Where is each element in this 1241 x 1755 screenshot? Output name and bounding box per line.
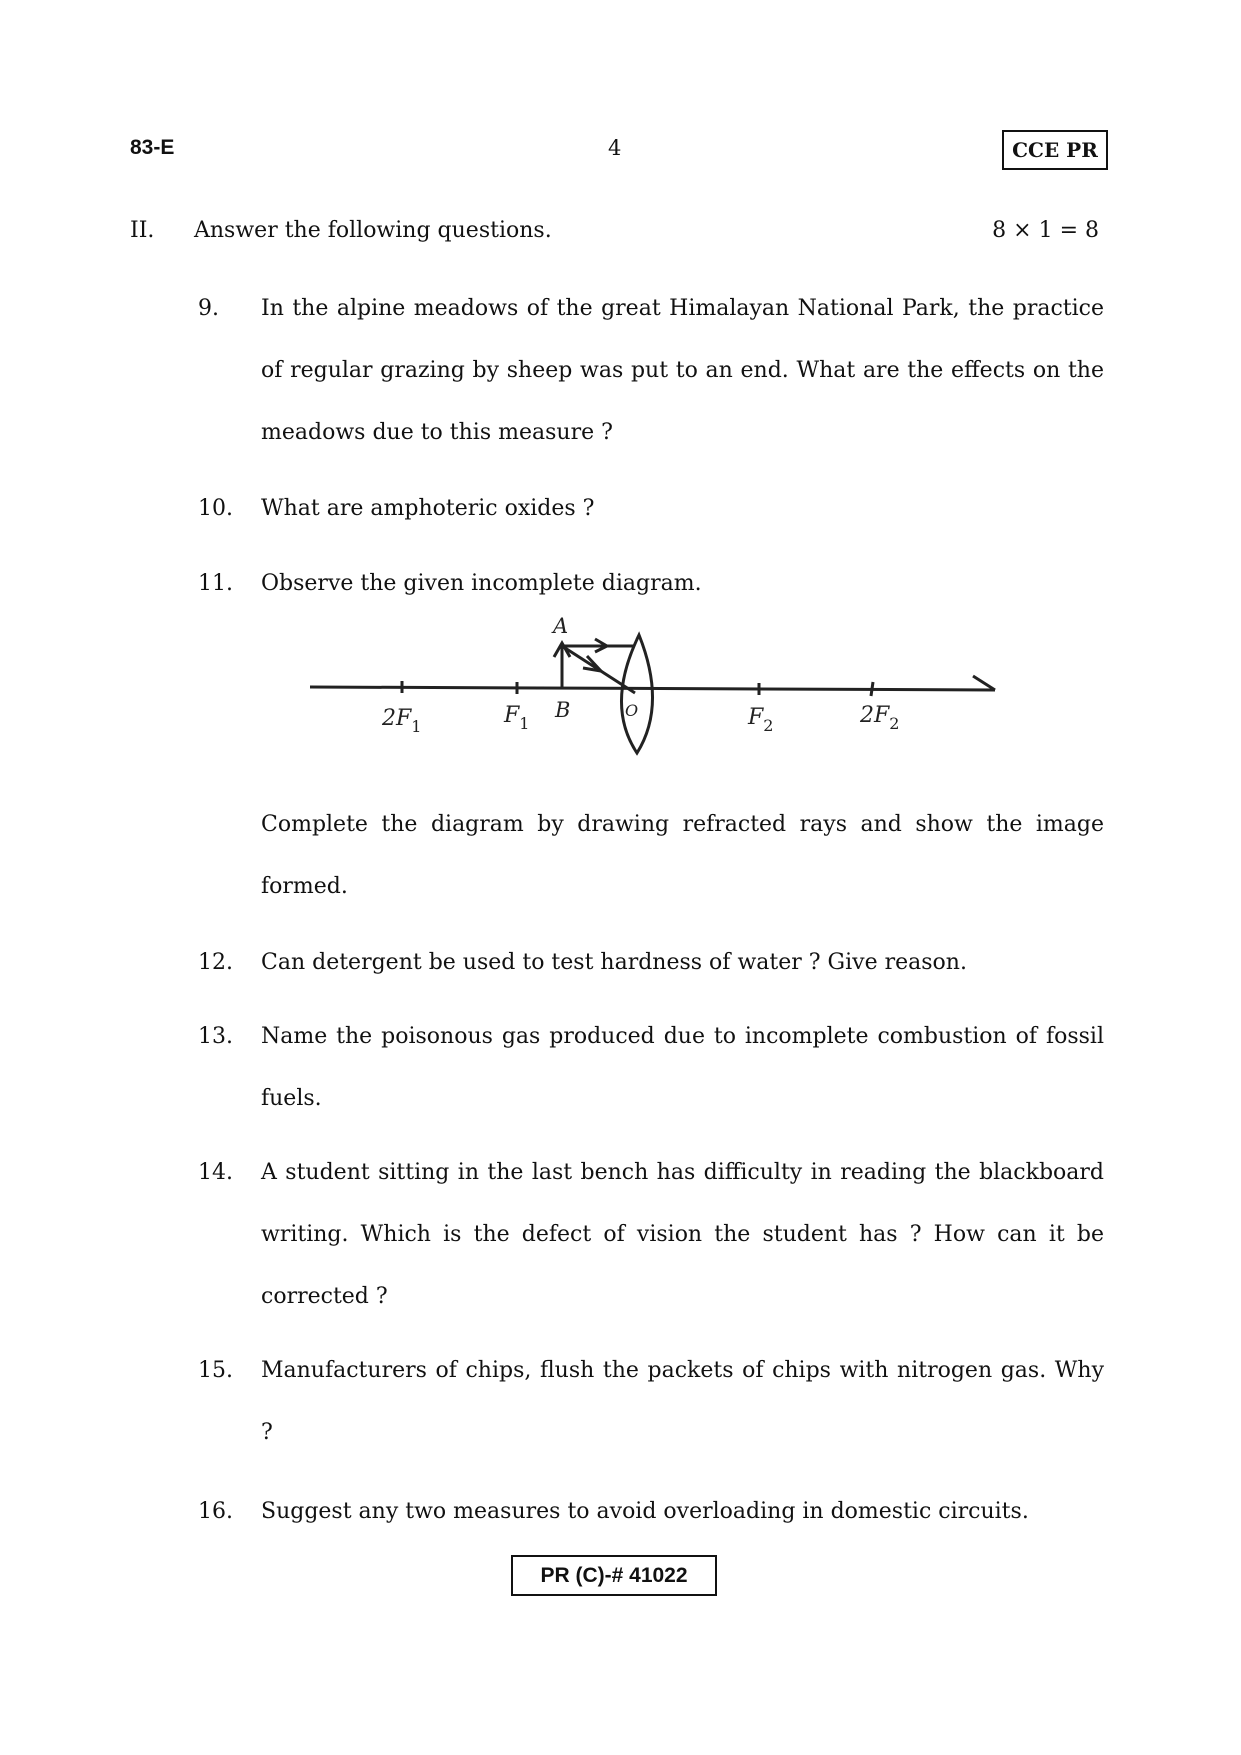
question-14 [198,1142,1104,1328]
section-marks: 8 × 1 = 8 [992,218,1099,243]
question-10 [198,478,1104,540]
board-label-box [1002,130,1108,170]
question-number: 14. [198,1160,233,1185]
footer-code-box [511,1555,717,1596]
question-text: Name the poisonous gas produced due to incomplete combustion of fossil fuels. [261,1024,1104,1111]
label-f1: $F_1$ [504,703,530,733]
tick-2f2 [871,682,873,696]
question-text: In the alpine meadows of the great Himalayan National Park, the practice of regular grazing by sheep was put to an end. What are the effects on the meadows due to this measure ? [261,296,1104,445]
convex-lens [621,635,652,753]
board-label: CCE PR [1012,138,1098,162]
label-o: O [625,701,639,720]
label-b: B [555,698,571,722]
question-12 [198,932,1104,994]
label-2f1: $2F_1$ [382,706,422,736]
section-number: II. [130,218,155,243]
axis-arrowhead [973,676,995,690]
question-number: 11. [198,571,233,596]
question-number: 13. [198,1024,233,1049]
page-number: 4 [608,136,622,160]
question-text: Observe the given incomplete diagram. [261,571,702,596]
footer-code: PR (C)-# 41022 [540,1563,688,1587]
question-13 [198,1006,1104,1130]
question-text: A student sitting in the last bench has difficulty in reading the blackboard writing. Which is the defect of vision the student has ? How can it be corrected ? [261,1160,1104,1309]
question-16 [198,1481,1104,1543]
question-number: 12. [198,950,233,975]
question-text: Suggest any two measures to avoid overloading in domestic circuits. [261,1499,1029,1524]
question-text: Complete the diagram by drawing refracted rays and show the image formed. [261,812,1104,899]
question-text: Can detergent be used to test hardness of water ? Give reason. [261,950,967,975]
convex-lens-diagram [305,605,1005,765]
question-number: 10. [198,496,233,521]
central-ray-arrowhead [583,656,601,671]
paper-code: 83-E [130,136,175,159]
section-title: Answer the following questions. [194,218,552,243]
question-15 [198,1340,1104,1464]
label-2f2: $2F_2$ [860,703,900,733]
question-number: 9. [198,296,219,321]
question-11-followup [198,794,1104,918]
question-text: Manufacturers of chips, flush the packets of chips with nitrogen gas. Why ? [261,1358,1104,1445]
question-9 [198,278,1104,464]
question-number: 16. [198,1499,233,1524]
label-f2: $F_2$ [748,705,774,735]
label-a: A [553,614,569,638]
question-number: 15. [198,1358,233,1383]
question-text: What are amphoteric oxides ? [261,496,595,521]
